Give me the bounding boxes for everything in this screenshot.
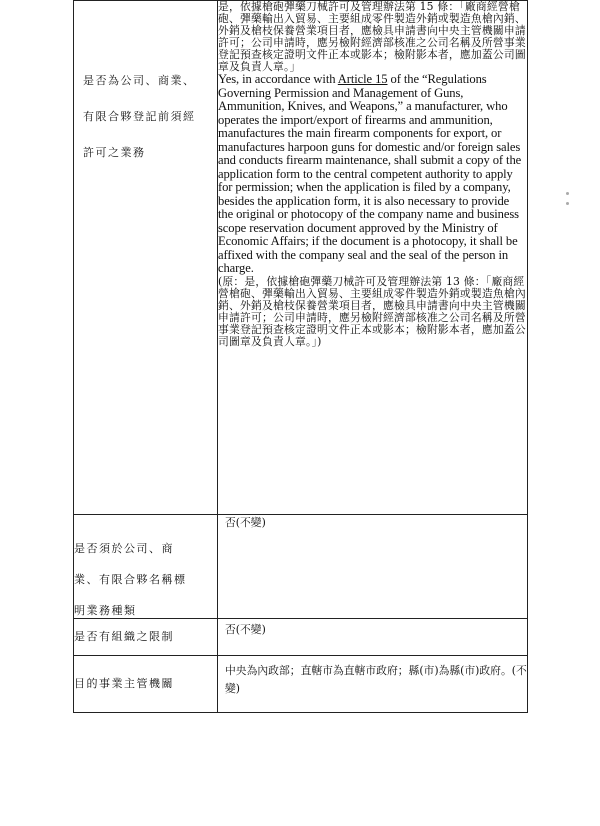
row-value-name-labeling [218,515,528,619]
row-value-prior-permission [218,1,528,515]
label-line: 許可之業務 [83,146,146,159]
scan-speck [566,202,569,205]
table-row-prior-permission [74,1,528,515]
table-row-organization-limit [74,618,528,655]
label-line: 是否須於公司、商 [74,542,174,555]
row-label-competent-authority [74,655,218,712]
row-label-prior-permission [74,1,218,515]
row-label-organization-limit [74,618,218,655]
label-line: 明業務種類 [74,604,137,618]
label-line: 是否有組織之限制 [74,629,174,643]
label-line: 業、有限合夥名稱標 [74,573,187,587]
label-line: 有限合夥登記前須經 [83,110,196,123]
article-reference: Article 15 [337,72,388,86]
english-translation-text [218,73,527,276]
label-line: 目的事業主管機關 [74,676,174,690]
row-value-competent-authority [218,655,528,712]
original-provision-text: (原：是，依據槍砲彈藥刀械許可及管理辦法第 13 條：「廠商經營槍砲、彈藥輸出入貿易、主要組成零件製造外銷或製造魚槍內銷、外銷及槍枝保養營業項目者，應檢具申請書向中央主管機關申請許可；公司申請時，應另檢附經濟部核准之公司名稱及所營事業登記預查核定證明文件正本或影本；檢附影本者，應加蓋公司圖章及負責人章。」) [218,274,526,348]
table-row-name-labeling [74,515,528,619]
value-text: 否(不變) [225,622,266,636]
row-label-name-labeling [74,515,218,619]
table-row-competent-authority [74,655,528,712]
value-text: 中央為內政部；直轄市為直轄市政府；縣(市)為縣(市)政府。(不變) [225,663,527,695]
business-info-table [73,0,528,713]
label-line: 是否為公司、商業、 [83,74,196,87]
scan-speck [566,192,569,195]
value-text: 否(不變) [225,516,266,529]
english-text-start: Yes, in accordance with [218,72,338,86]
chinese-provision-text: 是，依據槍砲彈藥刀械許可及管理辦法第 15 條：「廠商經營槍砲、彈藥輸出入貿易、主要組成零件製造外銷或製造魚槍內銷、外銷及槍枝保養營業項目者，應檢具申請書向中央主管機關申請許可；公司申請時，應另檢附經濟部核准之公司名稱及所營事業登記預查核定證明文件正本或影本；檢附影本者，應加蓋公司圖章及負責人章。」 [218,0,526,73]
english-text-body: of the “Regulations Governing Permission and Management of Guns, Ammunition, Knives, and Weapons,” a manufacturer, who operates the import/export of firearms and ammunition, manufactures the main firearm components for export, or manufactures harpoon guns for domestic and/or foreign sales and conducts firearm maintenance, shall submit a copy of the application form to the central competent authority to apply for permission; when the application is filed by a company, besides the application form, it is also necessary to provide the original or photocopy of the company name and business scope reservation document approved by the Ministry of Economic Affairs; if the document is a photocopy, it shall be affixed with the company seal and the seal of the person in charge. [218,72,522,275]
row-value-organization-limit [218,618,528,655]
